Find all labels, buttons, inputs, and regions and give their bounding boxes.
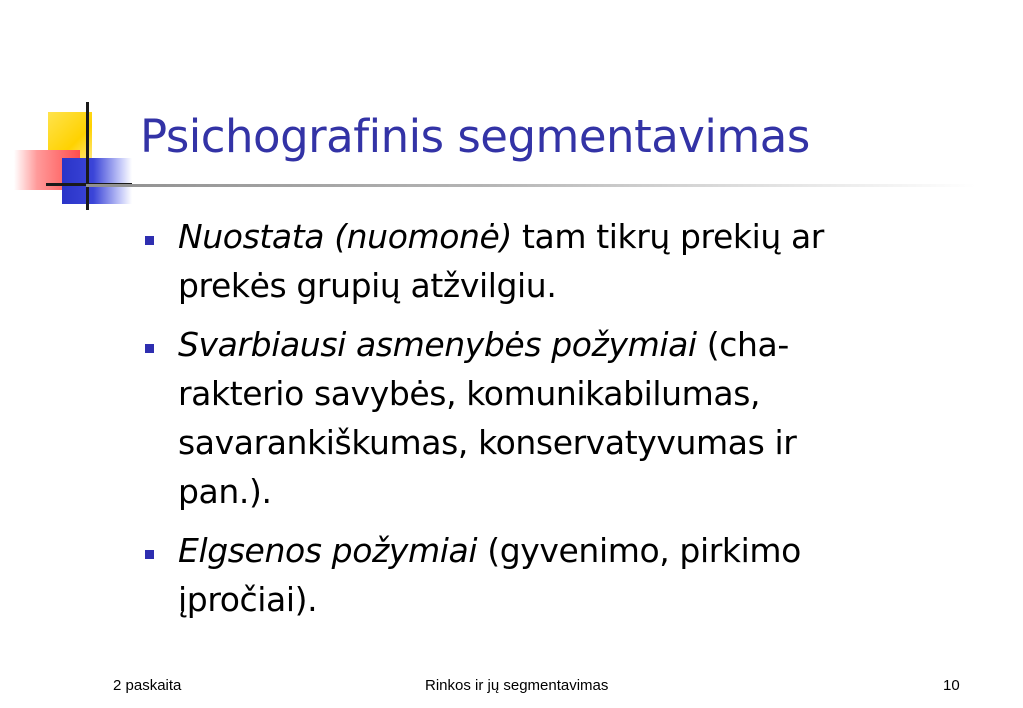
bullet-item (140, 526, 900, 624)
bullet-text: (gyvenimo, pirkimo įpročiai). (178, 531, 801, 619)
slide-title: Psichografinis segmentavimas (140, 110, 810, 163)
bullet-item (140, 212, 900, 310)
vertical-line-decoration (86, 102, 89, 210)
bullet-text: (cha-rakterio savybės, komunikabilumas, savarankiškumas, konservatyvumas ir pan.). (178, 325, 797, 511)
bullet-text: tam tikrų prekių ar prekės grupių atžvilgiu. (178, 217, 824, 305)
bullet-emphasis: Nuostata (nuomonė) (178, 217, 512, 256)
bullet-item (140, 320, 900, 516)
blue-square-decoration (62, 158, 132, 204)
square-bullet-icon (145, 550, 154, 559)
title-underline (86, 184, 976, 187)
bullet-list (140, 212, 900, 634)
footer-page-number: 10 (943, 677, 960, 694)
footer-lecture-number: 2 paskaita (113, 677, 182, 694)
footer-topic: Rinkos ir jų segmentavimas (425, 677, 609, 694)
bullet-emphasis: Elgsenos požymiai (178, 531, 478, 570)
square-bullet-icon (145, 236, 154, 245)
square-bullet-icon (145, 344, 154, 353)
bullet-emphasis: Svarbiausi asmenybės požymiai (178, 325, 697, 364)
